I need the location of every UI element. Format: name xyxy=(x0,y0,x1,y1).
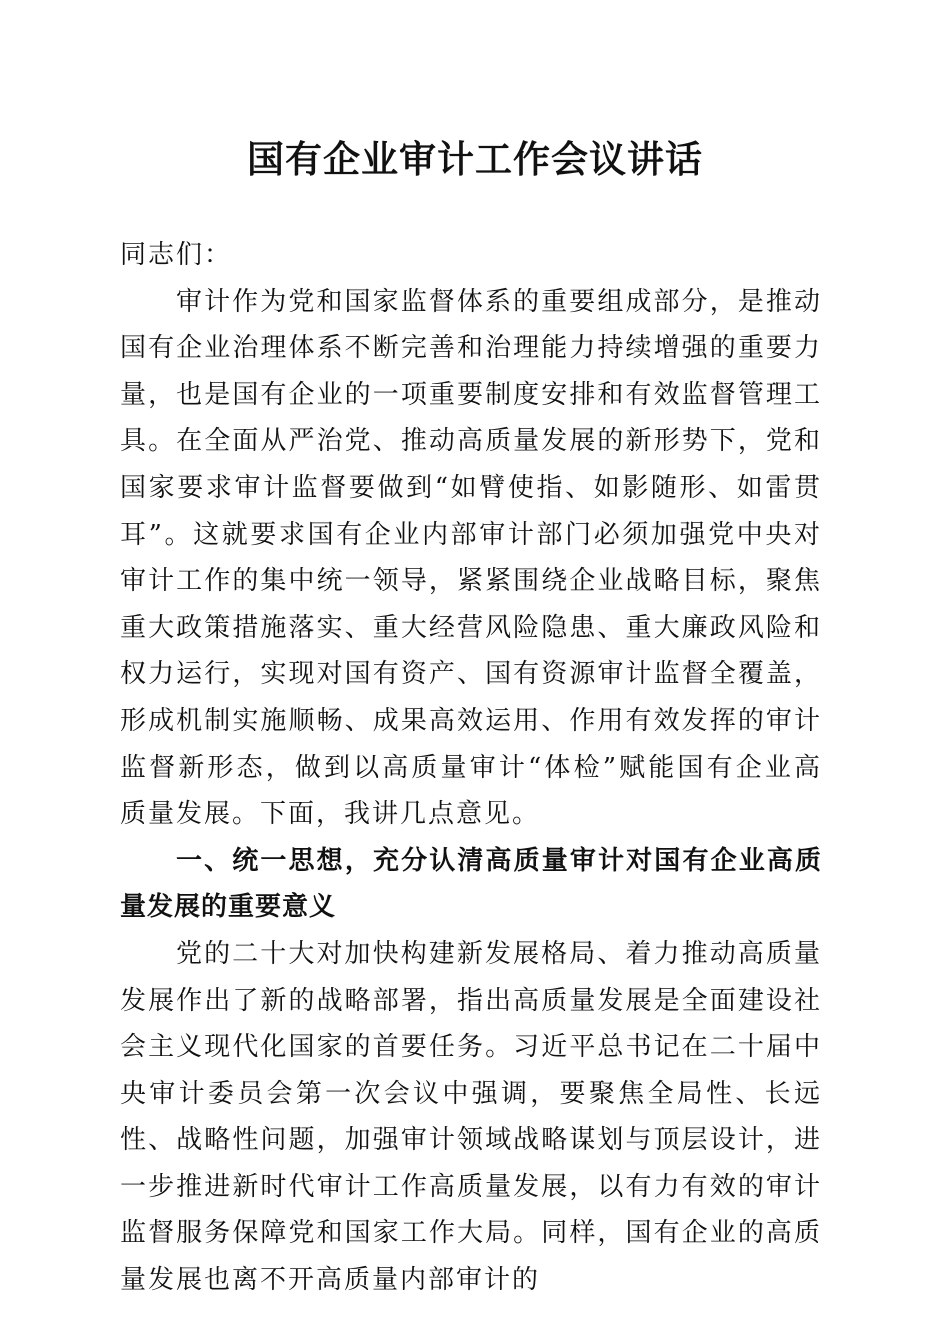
section-paragraph-1: 党的二十大对加快构建新发展格局、着力推动高质量发展作出了新的战略部署，指出高质量发展是全面建设社会主义现代化国家的首要任务。习近平总书记在二十届中央审计委员会第一次会议中强调，要聚焦全局性、长远性、战略性问题，加强审计领域战略谋划与顶层设计，进一步推进新时代审计工作高质量发展，以有力有效的审计监督服务保障党和国家工作大局。同样，国有企业的高质量发展也离不开高质量内部审计的 xyxy=(120,938,822,1296)
section-heading-1: 一、统一思想，充分认清高质量审计对国有企业高质量发展的重要意义 xyxy=(120,845,822,923)
intro-paragraph: 审计作为党和国家监督体系的重要组成部分，是推动国有企业治理体系不断完善和治理能力持续增强的重要力量，也是国有企业的一项重要制度安排和有效监督管理工具。在全面从严治党、推动高质量发展的新形势下，党和国家要求审计监督要做到“如臂使指、如影随形、如雷贯耳”。这就要求国有企业内部审计部门必须加强党中央对审计工作的集中统一领导，紧紧围绕企业战略目标，聚焦重大政策措施落实、重大经营风险隐患、重大廉政风险和权力运行，实现对国有资产、国有资源审计监督全覆盖，形成机制实施顺畅、成果高效运用、作用有效发挥的审计监督新形态，做到以高质量审计“体检”赋能国有企业高质量发展。下面，我讲几点意见。 xyxy=(120,286,822,830)
salutation: 同志们： xyxy=(120,240,233,270)
document-title: 国有企业审计工作会议讲话 xyxy=(247,137,703,181)
document-body xyxy=(120,232,822,1304)
